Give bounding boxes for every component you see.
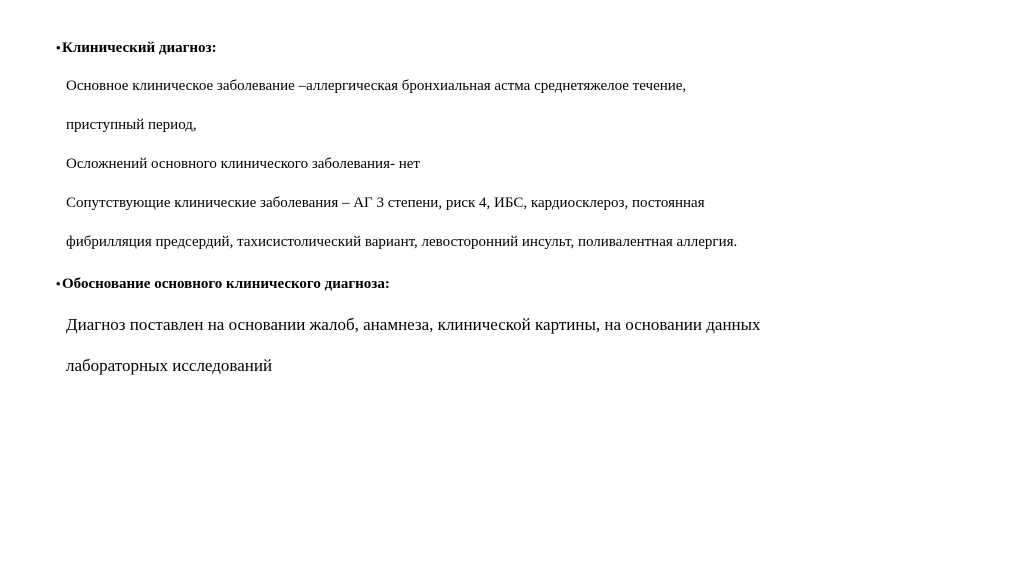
bullet-icon: • <box>56 276 61 291</box>
comorbidities-line-continued: фибрилляция предсердий, тахисистолический вариант, левосторонний инсульт, поливалентная аллергия. <box>66 234 738 250</box>
diagnosis-justification-heading <box>56 274 390 294</box>
justification-line: Диагноз поставлен на основании жалоб, анамнеза, клинической картины, на основании данных <box>66 315 761 334</box>
heading-text: Клинический диагноз: <box>62 40 217 56</box>
clinical-diagnosis-heading <box>56 38 217 58</box>
bullet-icon: • <box>56 40 61 55</box>
main-disease-line: Основное клиническое заболевание –аллергическая бронхиальная астма среднетяжелое течение, <box>66 78 687 94</box>
heading-text: Обоснование основного клинического диагноза: <box>62 276 390 292</box>
main-disease-line-continued: приступный период, <box>66 117 197 133</box>
justification-line-continued: лабораторных исследований <box>66 356 273 375</box>
complications-line: Осложнений основного клинического заболевания- нет <box>66 156 420 172</box>
comorbidities-line: Сопутствующие клинические заболевания – АГ 3 степени, риск 4, ИБС, кардиосклероз, постоянная <box>66 195 705 211</box>
